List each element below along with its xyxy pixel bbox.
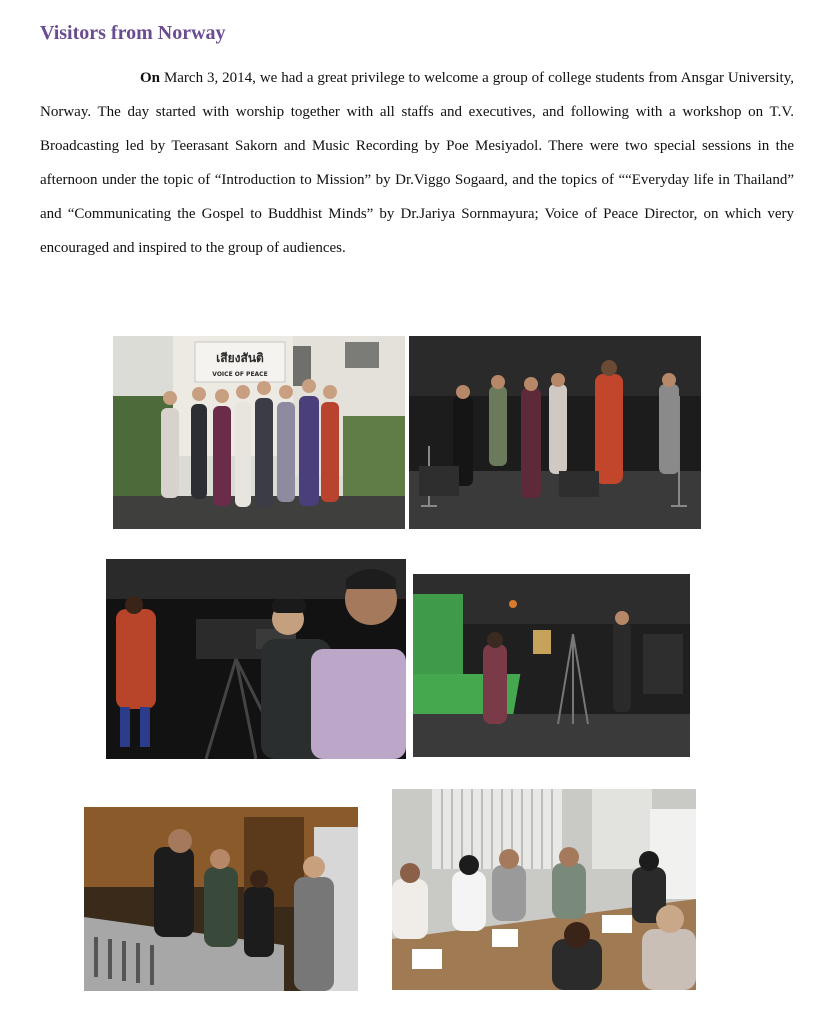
photo-green-screen-studio xyxy=(413,574,690,757)
page-title: Visitors from Norway xyxy=(40,22,226,44)
photo-mixing-console-session xyxy=(84,807,358,991)
paragraph-lead: On xyxy=(140,70,161,86)
sign-thai-text: เสียงสันติ xyxy=(216,351,264,365)
photo-tv-camera-workshop xyxy=(106,559,406,759)
photo-music-recording-studio xyxy=(409,336,701,529)
sign-english-text: VOICE OF PEACE xyxy=(212,371,268,378)
photo-meeting-room-session xyxy=(392,789,696,990)
intro-paragraph xyxy=(40,61,794,265)
photo-group-at-voice-of-peace xyxy=(113,336,405,529)
paragraph-text: March 3, 2014, we had a great privilege to welcome a group of college students from Ansgar University, Norway. The day started with worship together with all staffs and executives, and following with a workshop on T.V. Broadcasting led by Teerasant Sakorn and Music Recording by Poe Mesiyadol. There were two special sessions in the afternoon under the topic of “Introduction to Mission” by Dr.Viggo Sogaard, and the topics of ““Everyday life in Thailand” and “Communicating the Gospel to Buddhist Minds” by Dr.Jariya Sornmayura; Voice of Peace Director, on which very encouraged and inspired to the group of audiences. xyxy=(40,70,794,256)
